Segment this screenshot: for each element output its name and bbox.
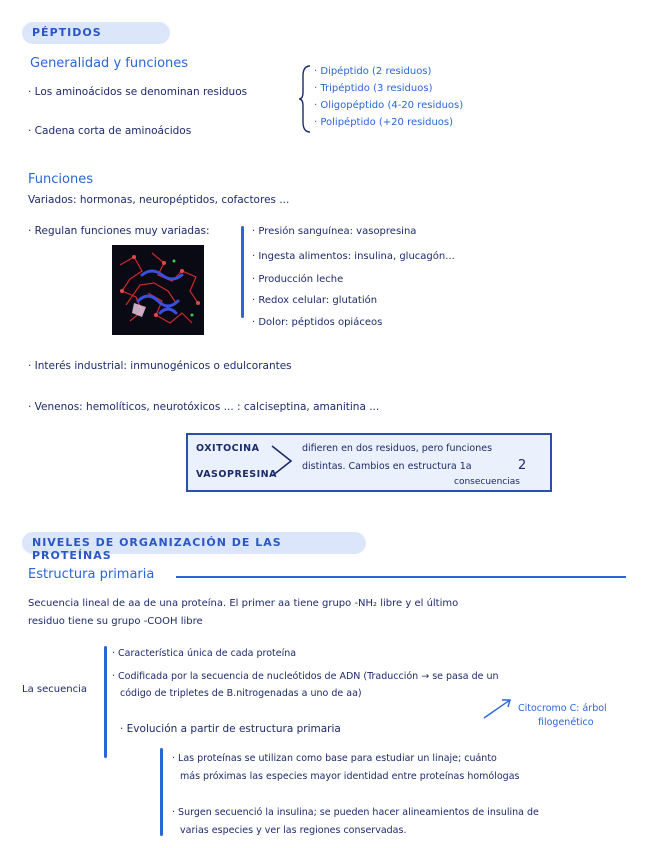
oxitocina-label: OXITOCINA	[196, 443, 260, 454]
peptide-type-polipeptido: · Polipéptido (+20 residuos)	[314, 117, 454, 128]
estructura-rule	[176, 576, 626, 578]
variados-line: Variados: hormonas, neuropéptidos, cofactores ...	[28, 194, 290, 206]
la-secuencia-label: La secuencia	[22, 684, 87, 695]
item-evolucion: · Evolución a partir de estructura primaria	[120, 723, 341, 735]
item-codificada-line2: código de tripletes de B.nitrogenadas a uno de aa)	[120, 688, 362, 699]
box-text-line2: distintas. Cambios en estructura 1a	[302, 461, 472, 472]
box-arrow-two: 2	[518, 458, 527, 473]
regulan-line: · Regulan funciones muy variadas:	[28, 225, 210, 237]
generalidad-heading: Generalidad y funciones	[30, 56, 189, 71]
cadena-line: · Cadena corta de aminoácidos	[28, 125, 192, 137]
funciones-divider	[241, 226, 244, 318]
funcion-dolor: · Dolor: péptidos opiáceos	[252, 317, 383, 328]
secuencia-divider	[104, 646, 107, 758]
vasopresina-label: VASOPRESINA	[196, 469, 277, 480]
citocromo-note-line2: filogenético	[538, 717, 594, 728]
peptide-type-dipeptido: · Dipéptido (2 residuos)	[314, 66, 432, 77]
box-text-line3: consecuencias	[454, 477, 520, 487]
section-badge-peptidos: PÉPTIDOS	[22, 22, 170, 44]
protein-structure-image	[112, 245, 204, 335]
curly-brace	[298, 64, 312, 134]
arrow-to-citocromo	[480, 696, 516, 722]
sub-insulina-line2: varias especies y ver las regiones conservadas.	[180, 825, 407, 836]
venenos-line: · Venenos: hemolíticos, neurotóxicos ... : calciseptina, amanitina ...	[28, 401, 380, 413]
sub-insulina-line1: · Surgen secuenció la insulina; se pueden hacer alineamientos de insulina de	[172, 807, 539, 818]
estructura-primaria-heading: Estructura primaria	[28, 567, 155, 582]
funcion-leche: · Producción leche	[252, 274, 344, 285]
section-badge-niveles: NIVELES DE ORGANIZACIÓN DE LAS PROTEÍNAS	[22, 532, 366, 554]
citocromo-note-line1: Citocromo C: árbol	[518, 703, 607, 714]
item-caracteristica: · Característica única de cada proteína	[112, 648, 297, 659]
residuos-line: · Los aminoácidos se denominan residuos	[28, 86, 248, 98]
funcion-redox: · Redox celular: glutatión	[252, 295, 378, 306]
funciones-heading: Funciones	[28, 172, 93, 187]
sub-linaje-line2: más próximas las especies mayor identidad entre proteínas homólogas	[180, 771, 520, 782]
peptide-type-oligopeptido: · Oligopéptido (4-20 residuos)	[314, 100, 464, 111]
secuencia-line2: residuo tiene su grupo -COOH libre	[28, 616, 203, 627]
sub-linaje-line1: · Las proteínas se utilizan como base para estudiar un linaje; cuánto	[172, 753, 497, 764]
funcion-presion: · Presión sanguínea: vasopresina	[252, 226, 417, 237]
item-codificada-line1: · Codificada por la secuencia de nucleótidos de ADN (Traducción → se pasa de un	[112, 671, 499, 682]
chevron-right-icon	[270, 444, 294, 478]
peptide-type-tripeptido: · Tripéptido (3 residuos)	[314, 83, 433, 94]
box-text-line1: difieren en dos residuos, pero funciones	[302, 443, 493, 454]
interes-industrial-line: · Interés industrial: inmunogénicos o edulcorantes	[28, 360, 292, 372]
secuencia-line1: Secuencia lineal de aa de una proteína. El primer aa tiene grupo -NH₂ libre y el último	[28, 598, 459, 609]
evolucion-divider	[160, 748, 163, 836]
funcion-ingesta: · Ingesta alimentos: insulina, glucagón...	[252, 251, 455, 262]
